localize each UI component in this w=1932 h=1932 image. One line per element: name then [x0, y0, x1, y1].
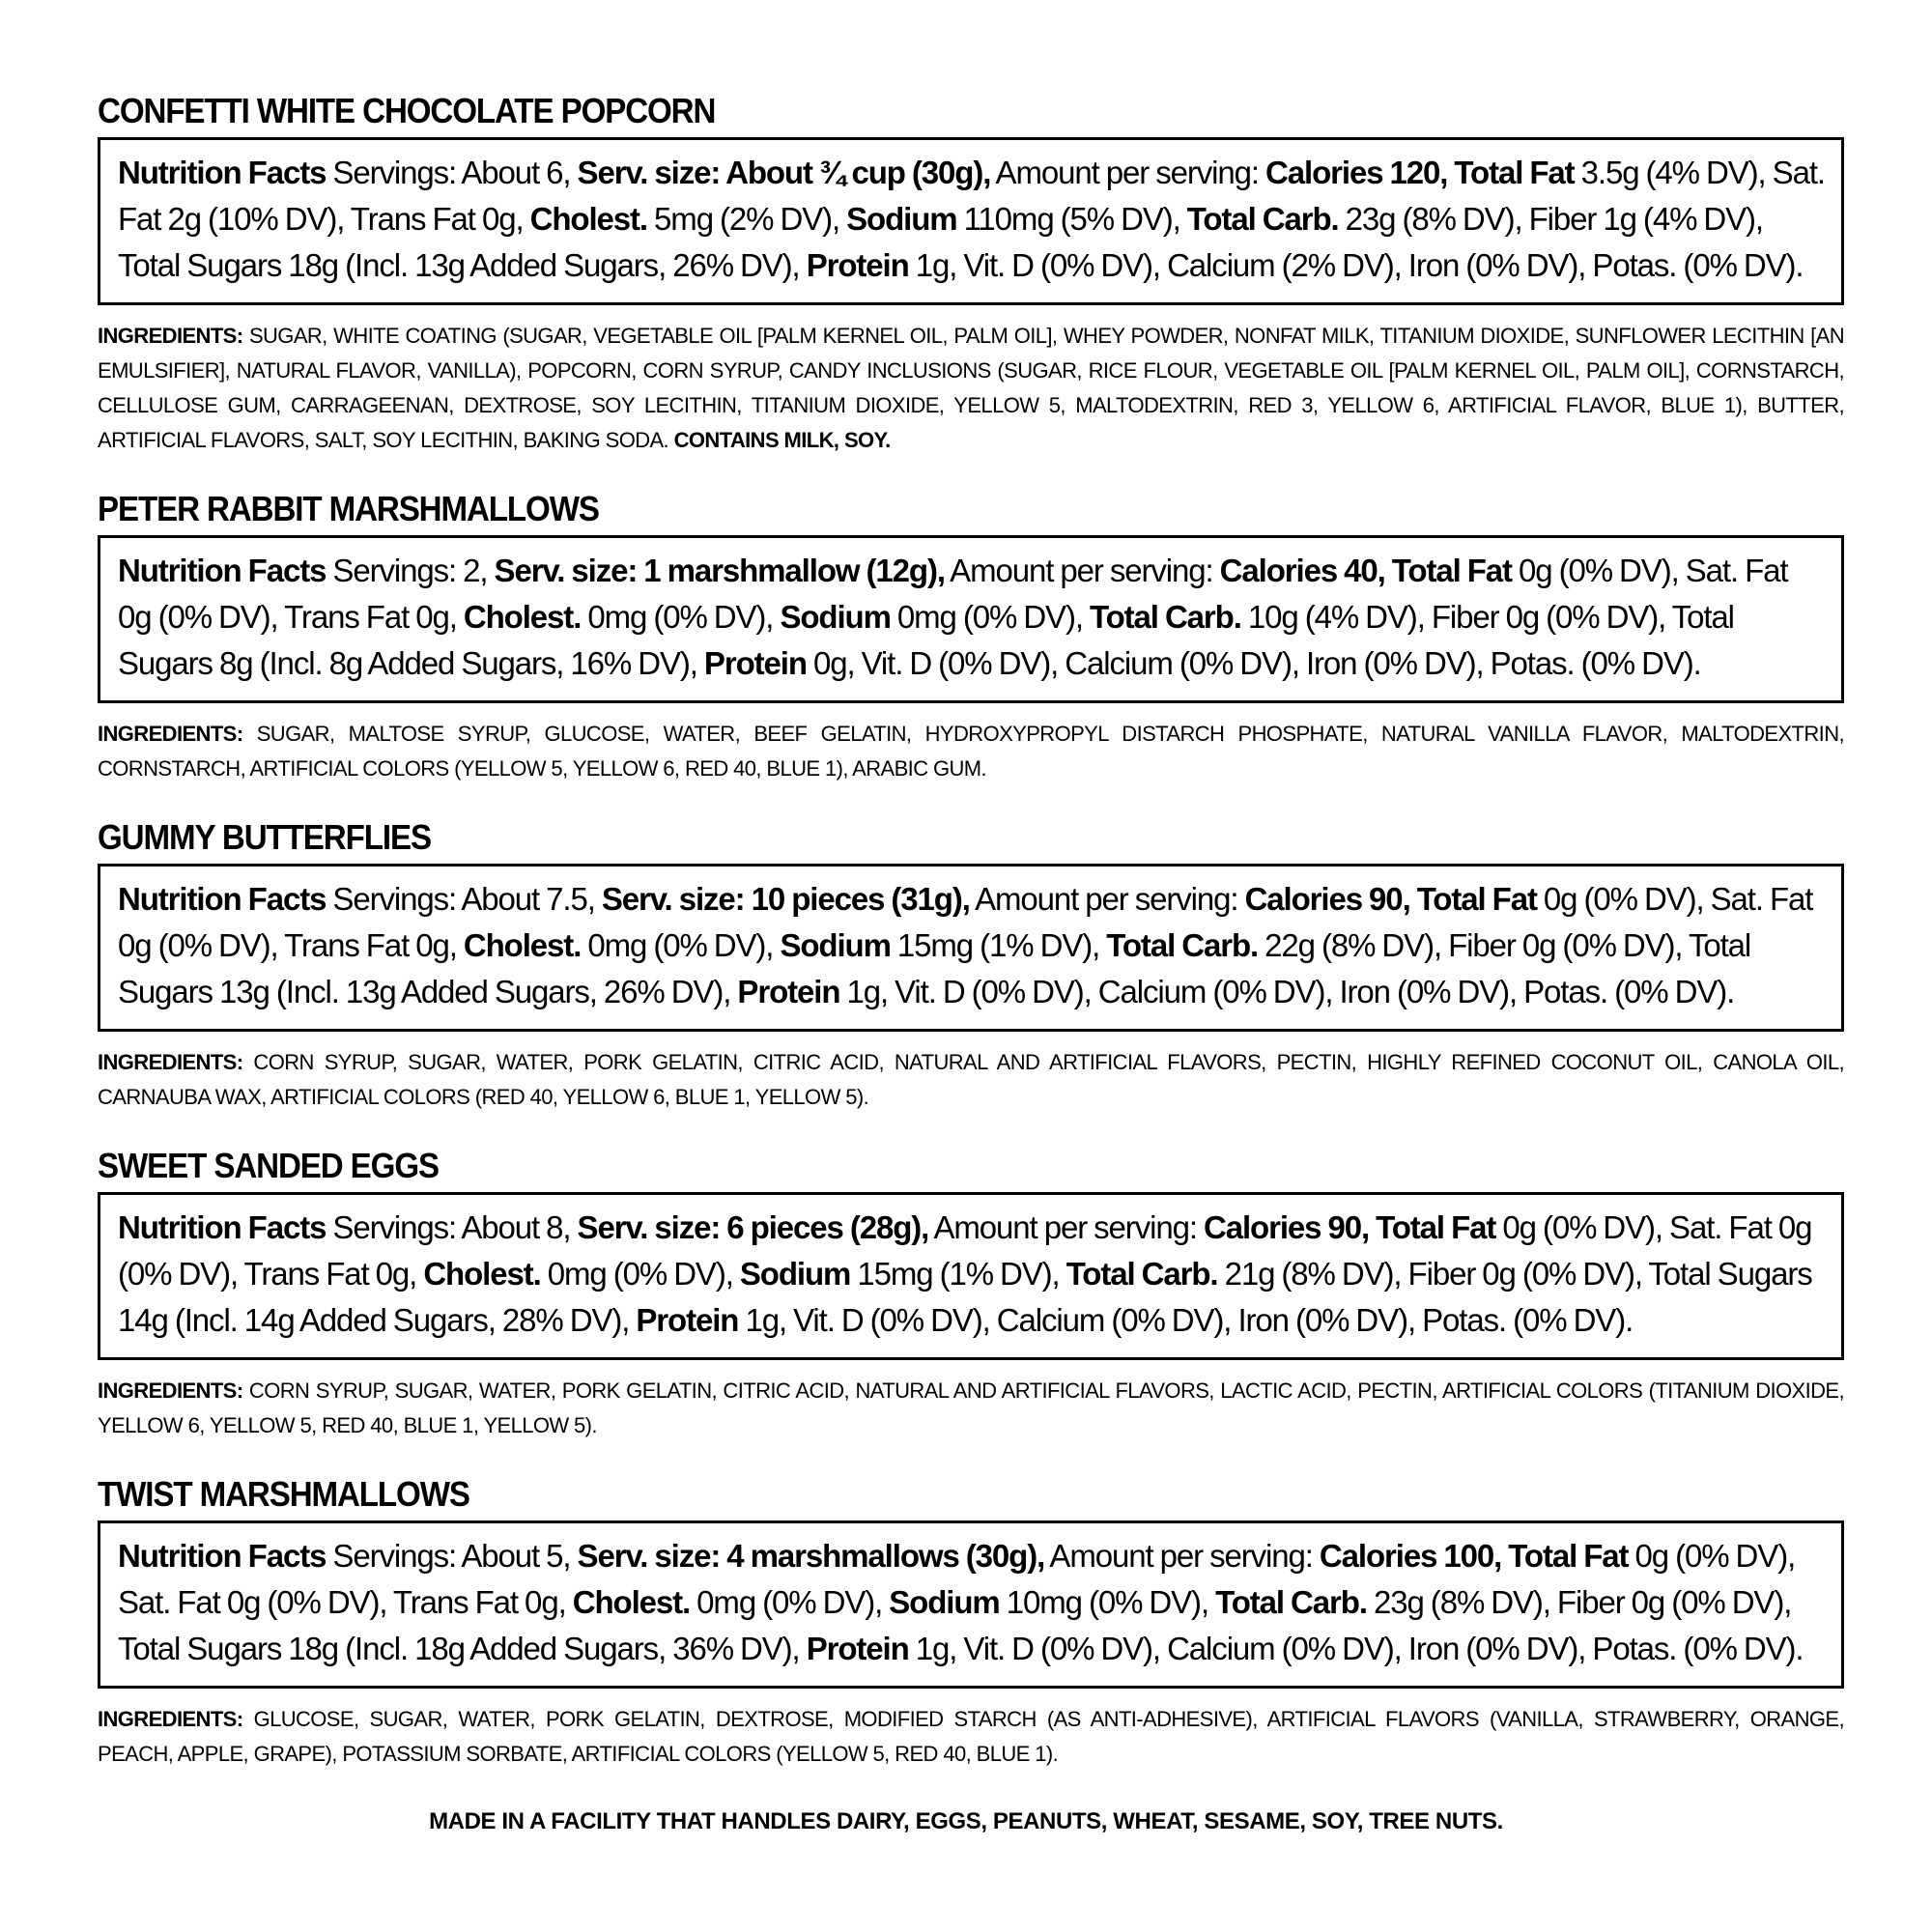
ingredients-list: CORN SYRUP, SUGAR, WATER, PORK GELATIN, CITRIC ACID, NATURAL AND ARTIFICIAL FLAVORS, PECTIN, HIGHLY REFINED COCONUT OIL, CANOLA OIL, CARNAUBA WAX, ARTIFICIAL COLORS (RED 40, YELLOW 6, BLUE 1, YELLOW 5).	[98, 1050, 1844, 1109]
ingredients-list: CORN SYRUP, SUGAR, WATER, PORK GELATIN, CITRIC ACID, NATURAL AND ARTIFICIAL FLAVORS, LACTIC ACID, PECTIN, ARTIFICIAL COLORS (TITANIUM DIOXIDE, YELLOW 6, YELLOW 5, RED 40, BLUE 1, YELLOW 5).	[98, 1378, 1844, 1437]
serving-size: Serv. size: 6 pieces (28g),	[577, 1209, 929, 1245]
fat-values: 3.5g (4% DV), Sat. Fat 2g (10% DV), Trans Fat 0g,	[118, 155, 1825, 237]
nutrition-facts-box	[98, 535, 1844, 703]
contains-allergens: CONTAINS MILK, SOY.	[673, 428, 891, 452]
amount-text: Amount per serving:	[928, 1209, 1204, 1245]
carb-values: 21g (8% DV), Fiber 0g (0% DV), Total Sugars 14g (Incl. 14g Added Sugars, 28% DV),	[118, 1256, 1812, 1338]
sodium-label: Sodium	[846, 201, 957, 237]
sodium-value: 10mg (0% DV),	[999, 1584, 1216, 1620]
carb-values: 10g (4% DV), Fiber 0g (0% DV), Total Sugars 8g (Incl. 8g Added Sugars, 16% DV),	[118, 599, 1734, 681]
carb-label: Total Carb.	[1065, 1256, 1218, 1292]
protein-values: 1g, Vit. D (0% DV), Calcium (0% DV), Iron (0% DV), Potas. (0% DV).	[908, 1631, 1804, 1666]
nutrition-facts-label: Nutrition Facts	[118, 155, 327, 190]
sodium-label: Sodium	[780, 927, 891, 963]
cholest-value: 5mg (2% DV),	[646, 201, 847, 237]
cholest-label: Cholest.	[423, 1256, 541, 1292]
sodium-value: 15mg (1% DV),	[890, 927, 1107, 963]
ingredients-label: INGREDIENTS:	[98, 324, 243, 348]
protein-values: 0g, Vit. D (0% DV), Calcium (0% DV), Iron (0% DV), Potas. (0% DV).	[806, 645, 1701, 681]
ingredients-label: INGREDIENTS:	[98, 1707, 243, 1731]
ingredients-text	[98, 1702, 1844, 1772]
amount-text: Amount per serving:	[944, 553, 1220, 588]
ingredients-label: INGREDIENTS:	[98, 1050, 243, 1074]
ingredients-label: INGREDIENTS:	[98, 1378, 243, 1403]
nutrition-page	[98, 89, 1844, 1801]
ingredients-list: SUGAR, MALTOSE SYRUP, GLUCOSE, WATER, BEEF GELATIN, HYDROXYPROPYL DISTARCH PHOSPHATE, NATURAL VANILLA FLAVOR, MALTODEXTRIN, CORNSTARCH, ARTIFICIAL COLORS (YELLOW 5, YELLOW 6, RED 40, BLUE 1), ARABIC GUM.	[98, 722, 1844, 781]
nutrition-facts-box	[98, 1192, 1844, 1360]
servings-text: Servings: About 7.5,	[326, 881, 602, 917]
protein-values: 1g, Vit. D (0% DV), Calcium (0% DV), Iron (0% DV), Potas. (0% DV).	[738, 1302, 1634, 1338]
fat-values: 0g (0% DV), Sat. Fat 0g (0% DV), Trans Fat 0g,	[118, 1209, 1812, 1292]
protein-label: Protein	[636, 1302, 739, 1338]
cholest-label: Cholest.	[529, 201, 647, 237]
product-title: GUMMY BUTTERFLIES	[98, 817, 431, 857]
product-title: TWIST MARSHMALLOWS	[98, 1474, 469, 1514]
servings-text: Servings: 2,	[326, 553, 495, 588]
nutrition-facts-label: Nutrition Facts	[118, 553, 327, 588]
ingredients-text	[98, 717, 1844, 786]
cholest-label: Cholest.	[572, 1584, 691, 1620]
amount-text: Amount per serving:	[1044, 1538, 1320, 1574]
nutrition-facts-box	[98, 864, 1844, 1032]
protein-label: Protein	[737, 974, 840, 1009]
sodium-label: Sodium	[780, 599, 891, 635]
amount-text: Amount per serving:	[990, 155, 1266, 190]
protein-label: Protein	[806, 247, 909, 283]
servings-text: Servings: About 6,	[326, 155, 578, 190]
fat-values: 0g (0% DV), Sat. Fat 0g (0% DV), Trans Fat 0g,	[118, 553, 1788, 635]
sodium-value: 110mg (5% DV),	[956, 201, 1187, 237]
calories-label: Calories 90, Total Fat	[1244, 881, 1537, 917]
fat-values: 0g (0% DV), Sat. Fat 0g (0% DV), Trans Fat 0g,	[118, 881, 1813, 963]
servings-text: Servings: About 5,	[326, 1538, 578, 1574]
protein-values: 1g, Vit. D (0% DV), Calcium (0% DV), Iron (0% DV), Potas. (0% DV).	[839, 974, 1735, 1009]
calories-label: Calories 120, Total Fat	[1265, 155, 1575, 190]
product-section	[98, 1472, 1844, 1772]
protein-label: Protein	[806, 1631, 909, 1666]
carb-label: Total Carb.	[1186, 201, 1339, 237]
cholest-value: 0mg (0% DV),	[581, 927, 781, 963]
calories-label: Calories 90, Total Fat	[1203, 1209, 1496, 1245]
product-title: CONFETTI WHITE CHOCOLATE POPCORN	[98, 91, 716, 130]
cholest-value: 0mg (0% DV),	[690, 1584, 890, 1620]
product-title: SWEET SANDED EGGS	[98, 1146, 439, 1185]
product-section	[98, 1144, 1844, 1443]
ingredients-list: GLUCOSE, SUGAR, WATER, PORK GELATIN, DEXTROSE, MODIFIED STARCH (AS ANTI-ADHESIVE), ARTIFICIAL FLAVORS (VANILLA, STRAWBERRY, ORANGE, PEACH, APPLE, GRAPE), POTASSIUM SORBATE, ARTIFICIAL COLORS (YELLOW 5, RED 40, BLUE 1).	[98, 1707, 1844, 1766]
cholest-value: 0mg (0% DV),	[540, 1256, 740, 1292]
ingredients-label: INGREDIENTS:	[98, 722, 243, 746]
protein-label: Protein	[703, 645, 807, 681]
calories-label: Calories 40, Total Fat	[1219, 553, 1512, 588]
serving-size: Serv. size: 1 marshmallow (12g),	[494, 553, 945, 588]
ingredients-text	[98, 319, 1844, 458]
serving-size: Serv. size: 10 pieces (31g),	[601, 881, 970, 917]
cholest-label: Cholest.	[463, 927, 582, 963]
nutrition-facts-box	[98, 1520, 1844, 1689]
carb-label: Total Carb.	[1215, 1584, 1367, 1620]
product-section	[98, 815, 1844, 1115]
nutrition-facts-label: Nutrition Facts	[118, 1538, 327, 1574]
serving-size: Serv. size: About ¾ cup (30g),	[577, 155, 991, 190]
product-section	[98, 89, 1844, 458]
carb-values: 22g (8% DV), Fiber 0g (0% DV), Total Sugars 13g (Incl. 13g Added Sugars, 26% DV),	[118, 927, 1751, 1009]
serving-size: Serv. size: 4 marshmallows (30g),	[577, 1538, 1045, 1574]
sodium-value: 0mg (0% DV),	[890, 599, 1090, 635]
carb-label: Total Carb.	[1106, 927, 1259, 963]
carb-values: 23g (8% DV), Fiber 0g (0% DV), Total Sugars 18g (Incl. 18g Added Sugars, 36% DV),	[118, 1584, 1792, 1666]
nutrition-facts-label: Nutrition Facts	[118, 1209, 327, 1245]
servings-text: Servings: About 8,	[326, 1209, 578, 1245]
calories-label: Calories 100, Total Fat	[1319, 1538, 1629, 1574]
protein-values: 1g, Vit. D (0% DV), Calcium (2% DV), Iron (0% DV), Potas. (0% DV).	[908, 247, 1804, 283]
amount-text: Amount per serving:	[969, 881, 1245, 917]
fat-values: 0g (0% DV), Sat. Fat 0g (0% DV), Trans Fat 0g,	[118, 1538, 1796, 1620]
ingredients-list: SUGAR, WHITE COATING (SUGAR, VEGETABLE OIL [PALM KERNEL OIL, PALM OIL], WHEY POWDER, NONFAT MILK, TITANIUM DIOXIDE, SUNFLOWER LECITHIN [AN EMULSIFIER], NATURAL FLAVOR, VANILLA), POPCORN, CORN SYRUP, CANDY INCLUSIONS (SUGAR, RICE FLOUR, VEGETABLE OIL [PALM KERNEL OIL, PALM OIL], CORNSTARCH, CELLULOSE GUM, CARRAGEENAN, DEXTROSE, SOY LECITHIN, TITANIUM DIOXIDE, YELLOW 5, MALTODEXTRIN, RED 3, YELLOW 6, ARTIFICIAL FLAVOR, BLUE 1), BUTTER, ARTIFICIAL FLAVORS, SALT, SOY LECITHIN, BAKING SODA.	[98, 324, 1844, 452]
cholest-label: Cholest.	[463, 599, 582, 635]
sodium-value: 15mg (1% DV),	[850, 1256, 1066, 1292]
carb-label: Total Carb.	[1090, 599, 1241, 635]
sodium-label: Sodium	[739, 1256, 851, 1292]
ingredients-text	[98, 1374, 1844, 1443]
product-section	[98, 487, 1844, 786]
nutrition-facts-box	[98, 137, 1844, 305]
cholest-value: 0mg (0% DV),	[581, 599, 781, 635]
carb-values: 23g (8% DV), Fiber 1g (4% DV), Total Sugars 18g (Incl. 13g Added Sugars, 26% DV),	[118, 201, 1763, 283]
sodium-label: Sodium	[889, 1584, 1000, 1620]
product-title: PETER RABBIT MARSHMALLOWS	[98, 489, 599, 528]
ingredients-text	[98, 1045, 1844, 1115]
facility-allergen-note: MADE IN A FACILITY THAT HANDLES DAIRY, EGGS, PEANUTS, WHEAT, SESAME, SOY, TREE NUTS.	[429, 1808, 1503, 1834]
nutrition-facts-label: Nutrition Facts	[118, 881, 327, 917]
